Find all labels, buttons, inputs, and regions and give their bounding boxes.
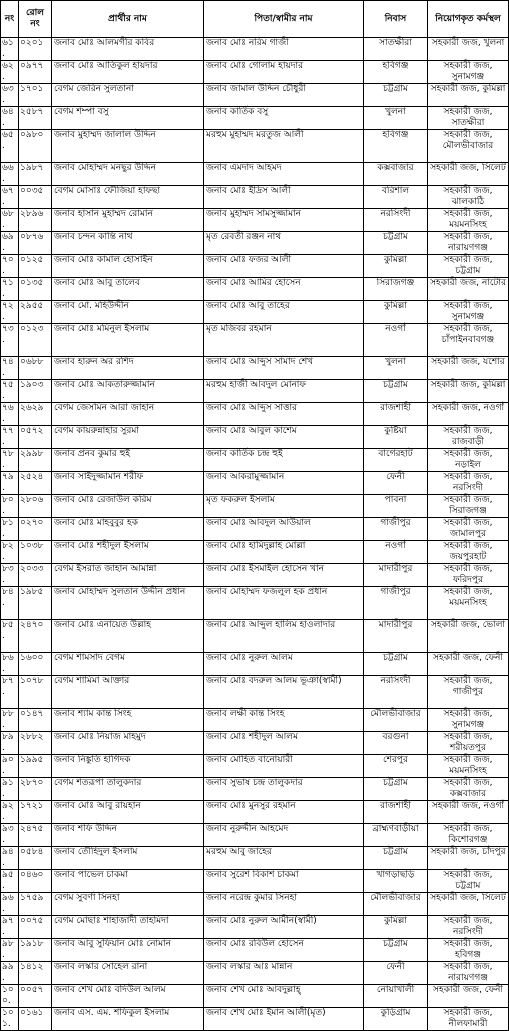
table-row [1,163,509,186]
address-cell: পাবনা [364,495,428,518]
address-cell: নওগাঁ [364,541,428,564]
posting-cell: সহকারী জজ, কিশোরগঞ্জ [428,824,509,847]
father-name-cell: জনাব কার্তিক চন্দ্র হুই [204,449,364,472]
address-cell: সাতক্ষীরা [364,38,428,61]
roll-cell: ০৫৮৪ [19,847,52,870]
father-name-cell: জনাব মোঃ মুনসুর রহমান [204,801,364,824]
serial-cell: ৯৪. [1,847,19,870]
roll-cell: ১৭০১ [19,84,52,107]
candidate-name-cell: জনাব মো. মহিউদ্দীন [52,301,204,324]
roll-cell: ২৬২৯ [19,403,52,426]
posting-cell: সহকারী জজ, হবিগঞ্জ [428,939,509,962]
posting-cell: সহকারী জজ, রাজবাড়ী [428,426,509,449]
roll-cell: ১৭৫৯ [19,893,52,916]
father-name-cell: জনাব মোঃ আব্দুস সাত্তার [204,403,364,426]
candidate-name-cell: জনাব মোঃ নিয়াজ মাহমুদ [52,732,204,755]
candidate-name-cell: বেগম শম্পা বসু [52,107,204,130]
candidate-name-cell: জনাব মোঃ শহীদুল ইসলাম [52,541,204,564]
table-row [1,130,509,163]
serial-cell: ৭৪. [1,357,19,380]
serial-cell: ৮৪. [1,587,19,620]
roll-cell: ০১৪৭ [19,709,52,732]
father-name-cell: জনাব লস্কার আঃ মান্নান [204,962,364,985]
father-name-cell: জনাব মোঃ গোলাম হায়দার [204,61,364,84]
father-name-cell: জনাব মোঃ নুরুল আলম [204,653,364,676]
table-row [1,426,509,449]
table-row [1,495,509,518]
address-cell: ফেনী [364,472,428,495]
candidate-name-cell: জনাব মোঃ আতিকুল হায়দার [52,61,204,84]
address-cell: কুড়িগ্রাম [364,1008,428,1031]
table-row [1,939,509,962]
roll-cell: ০৯৭৭ [19,61,52,84]
table-row [1,107,509,130]
posting-cell: সহকারী জজ, নারায়ণগঞ্জ [428,962,509,985]
address-cell: চট্টগ্রাম [364,380,428,403]
posting-cell: সহকারী জজ, যশোর [428,357,509,380]
serial-cell: ৯২. [1,801,19,824]
candidate-name-cell: জনাব শেখ মোঃ বদিউল আলম [52,985,204,1008]
serial-cell: ৯৬. [1,893,19,916]
table-row [1,709,509,732]
serial-cell: ৯১. [1,778,19,801]
table-row [1,38,509,61]
roll-cell: ১৯৯৫ [19,755,52,778]
address-cell: চট্টগ্রাম [364,84,428,107]
father-name-cell: জনাব মোঃ রবিউল হোসেন [204,939,364,962]
roll-cell: ২৪৭০ [19,620,52,653]
address-cell: মাদারীপুর [364,620,428,653]
serial-cell: ৭৬. [1,403,19,426]
roll-cell: ১৯০৩ [19,380,52,403]
posting-cell: সহকারী জজ, খুলনা [428,38,509,61]
candidate-name-cell: বেগম কায়রুন্নাহার সুরমা [52,426,204,449]
header-serial: নং [1,1,19,38]
candidate-name-cell: জনাব পাভেল চাকমা [52,870,204,893]
roll-cell: ০২৭০ [19,518,52,541]
serial-cell: ৮২. [1,541,19,564]
candidate-name-cell: বেগম শামিমা আক্তার [52,676,204,709]
address-cell: নরসিংদী [364,676,428,709]
father-name-cell: জনাব মোঃ ফজর আলী [204,255,364,278]
roll-cell: ২৯৯৮ [19,449,52,472]
roll-cell: ০৪৬০ [19,870,52,893]
posting-cell: সহকারী জজ, নারায়ণগঞ্জ [428,232,509,255]
posting-cell: সহকারী জজ, ময়মনসিংহ [428,587,509,620]
candidate-name-cell: বেগম সুবর্ণা সিনহা [52,893,204,916]
roll-cell: ০৯৮০ [19,130,52,163]
candidate-name-cell: জনাব মোহাম্মদ সুলতান উদ্দীন প্রধান [52,587,204,620]
serial-cell: ৯৮. [1,939,19,962]
posting-cell: সহকারী জজ, সুনামগঞ্জ [428,301,509,324]
posting-cell: সহকারী জজ, ফরিদপুর [428,564,509,587]
table-row [1,587,509,620]
father-name-cell: জনাব মোঃ আব্দুল হালিম হাওলাদার [204,620,364,653]
candidate-name-cell: বেগম জেরিন সুলতানা [52,84,204,107]
posting-cell: সহকারী জজ, চাঁপাইনবাবগঞ্জ [428,324,509,357]
candidate-name-cell: বেগম মোছাঃ শাহাজাদী তাহমিদা [52,916,204,939]
address-cell: চট্টগ্রাম [364,778,428,801]
roll-cell: ০২০১ [19,38,52,61]
candidate-name-cell: জনাব তৌহিদুল ইসলাম [52,847,204,870]
table-row [1,801,509,824]
table-row [1,357,509,380]
table-row [1,824,509,847]
table-row [1,403,509,426]
serial-cell: ৬৮. [1,209,19,232]
serial-cell: ৮০. [1,495,19,518]
candidate-name-cell: জনাব এস. এম. শফিকুল ইসলাম [52,1008,204,1031]
roll-cell: ১৭২১ [19,801,52,824]
serial-cell: ৭০. [1,255,19,278]
posting-cell: সহকারী জজ, জামালপুর [428,518,509,541]
candidate-name-cell: জনাব শফি উদ্দিন [52,824,204,847]
father-name-cell: জনাব মোঃ আবুল কাশেম [204,426,364,449]
table-row [1,472,509,495]
serial-cell: ৬৪. [1,107,19,130]
posting-cell: সহকারী জজ, সিলেট [428,163,509,186]
roll-cell: ২৮৮২ [19,732,52,755]
father-name-cell: জনাব মোঃ নুরুল আমীন(স্বামী) [204,916,364,939]
posting-cell: সহকারী জজ, ফেনী [428,985,509,1008]
header-posting: নিয়োগকৃত কর্মস্থল [428,1,509,38]
serial-cell: ৮১. [1,518,19,541]
posting-cell: সহকারী জজ, সুনামগঞ্জ [428,61,509,84]
header-father-husband-name: পিতা/স্বামীর নাম [204,1,364,38]
roll-cell: ২৮৯৬ [19,209,52,232]
serial-cell: ৮৬. [1,653,19,676]
address-cell: চট্টগ্রাম [364,653,428,676]
father-name-cell: জনাব জামাল উদ্দিন চৌধুরী [204,84,364,107]
table-row [1,893,509,916]
roll-cell: ২৫৮৭ [19,107,52,130]
father-name-cell: জনাব মোঃ আবদুল আউয়াল [204,518,364,541]
father-name-cell: জনাব নরেন্দ্র কুমার সিনহা [204,893,364,916]
address-cell: চট্টগ্রাম [364,232,428,255]
table-body [1,38,509,1031]
table-row [1,916,509,939]
table-row [1,564,509,587]
posting-cell: সহকারী জজ, নীলফামারী [428,1008,509,1031]
serial-cell: ১০০. [1,985,19,1008]
table-row [1,985,509,1008]
address-cell: খুলনা [364,107,428,130]
posting-cell: সহকারী জজ, নওগাঁ [428,403,509,426]
address-cell: হবিগঞ্জ [364,130,428,163]
table-row [1,209,509,232]
serial-cell: ৮৫. [1,620,19,653]
father-name-cell: মরহুম হাজী আবদুল মোনাফ [204,380,364,403]
address-cell: মৌলভীবাজার [364,893,428,916]
serial-cell: ১০১. [1,1008,19,1031]
table-row [1,653,509,676]
posting-cell: সহকারী জজ, চট্টগ্রাম [428,255,509,278]
address-cell: সিরাজগঞ্জ [364,278,428,301]
father-name-cell: জনাব মুহাম্মদ সামসুজ্জামান [204,209,364,232]
serial-cell: ৮৭. [1,676,19,709]
address-cell: কুমিল্লা [364,255,428,278]
roll-cell: ০১৩৫ [19,278,52,301]
roll-cell: ০০৫৭ [19,985,52,1008]
roll-cell: ১৬০০ [19,653,52,676]
father-name-cell: মৃত ফকরুল ইসলাম [204,495,364,518]
table-row [1,620,509,653]
posting-cell: সহকারী জজ, কুমিল্লা [428,84,509,107]
serial-cell: ৬৩. [1,84,19,107]
posting-cell: সহকারী জজ, নরসিংদী [428,916,509,939]
table-row [1,541,509,564]
roll-cell: ১৯১৮ [19,939,52,962]
address-cell: নওগাঁ [364,324,428,357]
roll-cell: ০৬৮৮ [19,357,52,380]
father-name-cell: জনাব নুরুদ্দীন আহমেদ [204,824,364,847]
roll-cell: ২৮৭০ [19,778,52,801]
candidate-name-cell: জনাব সাইদুজ্জামান শরীফ [52,472,204,495]
serial-cell: ৯৩. [1,824,19,847]
father-name-cell: জনাব মোহাম্মদ ফজলুল হক প্রধান [204,587,364,620]
father-name-cell: জনাব মোঃ আবু তাহের [204,301,364,324]
candidate-name-cell: বেগম মোসাঃ ফৌজিয়া হাফছা [52,186,204,209]
father-name-cell: জনাব আকরামুজ্জামান [204,472,364,495]
address-cell: মাদারীপুর [364,564,428,587]
serial-cell: ৮৯. [1,732,19,755]
roll-cell: ০৮৭৬ [19,232,52,255]
posting-cell: সহকারী জজ, চাঁদপুর [428,847,509,870]
serial-cell: ৬৬. [1,163,19,186]
header-address: নিবাস [364,1,428,38]
posting-cell: সহকারী জজ, ঝালকাঠি [428,186,509,209]
table-header-row [1,1,509,38]
father-name-cell: জনাব মোঃ হামিদুল্লাহ মোল্লা [204,541,364,564]
posting-cell: সহকারী জজ, সিলেট [428,893,509,916]
address-cell: গাজীপুর [364,518,428,541]
address-cell: চট্টগ্রাম [364,847,428,870]
roll-cell: ২৪৭৫ [19,824,52,847]
posting-cell: সহকারী জজ, মৌলভীবাজার [428,130,509,163]
father-name-cell: জনাব এমদাদ আহমদ [204,163,364,186]
posting-cell: সহকারী জজ, নরসিংদী [428,472,509,495]
serial-cell: ৬৫. [1,130,19,163]
father-name-cell: জনাব শেখ মোঃ আবদুল্লাহ্ [204,985,364,1008]
father-name-cell: জনাব মোহিত বানোয়ারী [204,755,364,778]
serial-cell: ৬২. [1,61,19,84]
roll-cell: ২০৩৩ [19,564,52,587]
candidate-name-cell: জনাব মোঃ মমিনুল ইসলাম [52,324,204,357]
serial-cell: ৯৭. [1,916,19,939]
candidate-name-cell: জনাব মোহাম্মদ মনছুর উদ্দিন [52,163,204,186]
father-name-cell: মৃত মজিবর রহমান [204,324,364,357]
address-cell: ব্রাহ্মণবাড়ীয়া [364,824,428,847]
address-cell: শেরপুর [364,755,428,778]
serial-cell: ৬৯. [1,232,19,255]
roll-cell: ১৯৮৫ [19,587,52,620]
serial-cell: ৬৭. [1,186,19,209]
address-cell: খুলনা [364,357,428,380]
table-row [1,847,509,870]
table-row [1,870,509,893]
serial-cell: ৮৩. [1,564,19,587]
serial-cell: ৯৫. [1,870,19,893]
table-row [1,186,509,209]
address-cell: গাজীপুর [364,587,428,620]
table-row [1,449,509,472]
address-cell: বরগুনা [364,732,428,755]
posting-cell: সহকারী জজ, ভোলা [428,620,509,653]
posting-cell: সহকারী জজ, গাজীপুর [428,676,509,709]
candidate-name-cell: জনাব নিঙ্কুতি হাগিদক [52,755,204,778]
posting-cell: সহকারী জজ, ফেনী [428,653,509,676]
roll-cell: ২৮০৬ [19,495,52,518]
roll-cell: ০১২৫ [19,255,52,278]
address-cell: রাজশাহী [364,403,428,426]
table-row [1,778,509,801]
father-name-cell: জনাব সুভাষ চন্দ্র তালুকদার [204,778,364,801]
address-cell: বাগেরহাট [364,449,428,472]
posting-cell: সহকারী জজ, সাতক্ষীরা [428,107,509,130]
candidate-name-cell: জনাব মোঃ আলমগীর কবির [52,38,204,61]
table-row [1,1008,509,1031]
father-name-cell: মৃত রেবতী রঞ্জন নাথ [204,232,364,255]
candidate-name-cell: জনাব মোঃ আকতারুজ্জামান [52,380,204,403]
address-cell: বরিশাল [364,186,428,209]
father-name-cell: মরহুম মুহাম্মদ মরতুজ আলী [204,130,364,163]
father-name-cell: জনাব লক্ষী কান্ত সিংহ [204,709,364,732]
header-roll: রোল নং [19,1,52,38]
address-cell: চট্টগ্রাম [364,939,428,962]
candidate-name-cell: জনাব মোঃ এনায়েত উল্লাহ [52,620,204,653]
father-name-cell: মরহুম আবু জাহের [204,847,364,870]
roll-cell: ১০৩৮ [19,541,52,564]
posting-cell: সহকারী জজ, চট্টগ্রাম [428,870,509,893]
candidate-name-cell: জনাব মোঃ কামাল হোসাইন [52,255,204,278]
table-row [1,278,509,301]
serial-cell: ৭৫. [1,380,19,403]
address-cell: মৌলভীবাজার [364,709,428,732]
address-cell: ফেনী [364,962,428,985]
candidate-name-cell: বেগম ইসরাত জাহান আমান্না [52,564,204,587]
father-name-cell: জনাব মোঃ ইদ্রিস আলী [204,186,364,209]
serial-cell: ৭৭. [1,426,19,449]
roll-cell: ০০৭৫ [19,916,52,939]
father-name-cell: জনাব মোঃ নরিম গাজী [204,38,364,61]
posting-cell: সহকারী জজ, সুনামগঞ্জ [428,709,509,732]
table-row [1,755,509,778]
table-row [1,518,509,541]
candidate-name-cell: জনাব হাসান মুহাম্মদ রোমান [52,209,204,232]
address-cell: হবিগঞ্জ [364,61,428,84]
posting-cell: সহকারী জজ, নওগাঁ [428,801,509,824]
posting-cell: সহকারী জজ, কুমিল্লা [428,380,509,403]
roll-cell: ২৫২৪ [19,472,52,495]
table-row [1,232,509,255]
candidate-name-cell: জনাব আবু সুফিয়ান মোঃ নোমান [52,939,204,962]
candidate-name-cell: বেগম শতরূপা তালুকদার [52,778,204,801]
address-cell: কুমিল্লা [364,916,428,939]
address-cell: রাজশাহী [364,801,428,824]
father-name-cell: জনাব মোঃ ইসমাইল হোসেন খান [204,564,364,587]
father-name-cell: জনাব মোঃ আব্দুস সামাদ শেখ [204,357,364,380]
table-row [1,84,509,107]
serial-cell: ৭১. [1,278,19,301]
candidate-name-cell: জনাব মোঃ রেজাউল করিম [52,495,204,518]
candidate-name-cell: জনাব মুহাম্মদ জালাল উদ্দিন [52,130,204,163]
posting-cell: সহকারী জজ, ময়মনসিংহ [428,209,509,232]
serial-cell: ৭৯. [1,472,19,495]
father-name-cell: জনাব শেখ মোঃ ইমান আলী(মৃত) [204,1008,364,1031]
serial-cell: ৭৩. [1,324,19,357]
father-name-cell: জনাব মোঃ শহীদুল আলম [204,732,364,755]
address-cell: খাগড়াছড়ি [364,870,428,893]
table-row [1,61,509,84]
serial-cell: ৯০. [1,755,19,778]
table-row [1,255,509,278]
serial-cell: ৭৮. [1,449,19,472]
posting-cell: সহকারী জজ, ময়মনসিংহ [428,755,509,778]
roll-cell: ০০৩৫ [19,186,52,209]
candidate-name-cell: জনাব শ্যাম কান্ত সিংহ [52,709,204,732]
roll-cell: ১০৭৮ [19,676,52,709]
father-name-cell: জনাব মোঃ আমির হোসেন [204,278,364,301]
table-row [1,301,509,324]
posting-cell: সহকারী জজ, নাটোর [428,278,509,301]
table-row [1,732,509,755]
table-row [1,380,509,403]
address-cell: কুষ্টিয়া [364,426,428,449]
candidate-name-cell: জনাব লস্কার সোহেল রানা [52,962,204,985]
address-cell: কুমিল্লা [364,301,428,324]
roll-cell: ১৯৮৭ [19,163,52,186]
posting-cell: সহকারী জজ, কক্সবাজার [428,778,509,801]
roll-cell: ০১২৩ [19,324,52,357]
candidate-name-cell: জনাব চন্দন কান্তি নাথ [52,232,204,255]
roll-cell: ১৪১২ [19,962,52,985]
serial-cell: ৭২. [1,301,19,324]
table-row [1,324,509,357]
posting-cell: সহকারী জজ, জয়পুরহাট [428,541,509,564]
candidate-name-cell: জনাব প্রনব কুমার হুই [52,449,204,472]
serial-cell: ৯৯. [1,962,19,985]
serial-cell: ৬১. [1,38,19,61]
posting-cell: সহকারী জজ, নড়াইল [428,449,509,472]
posting-cell: সহকারী জজ, সিরাজগঞ্জ [428,495,509,518]
candidate-name-cell: জনাব মোঃ আবু রায়হান [52,801,204,824]
address-cell: নোয়াখালী [364,985,428,1008]
candidate-name-cell: বেগম শামসাদ বেগম [52,653,204,676]
address-cell: কক্সবাজার [364,163,428,186]
candidate-name-cell: জনাব মোঃ মাহবুবুর হক [52,518,204,541]
address-cell: নরসিংদী [364,209,428,232]
candidate-name-cell: জনাব হারুন অর রশিদ [52,357,204,380]
header-candidate-name: প্রার্থীর নাম [52,1,204,38]
table-row [1,676,509,709]
father-name-cell: জনাব সুরেশ বিকাশ চাকমা [204,870,364,893]
roll-cell: ০১৬১ [19,1008,52,1031]
candidate-name-cell: জনাব মোঃ আবু তালেব [52,278,204,301]
father-name-cell: জনাব মোঃ বদরুল আলম ভূঞা(স্বামী) [204,676,364,709]
posting-cell: সহকারী জজ, শরীয়তপুর [428,732,509,755]
table-row [1,962,509,985]
roll-cell: ২৯৫৫ [19,301,52,324]
serial-cell: ৮৮. [1,709,19,732]
roll-cell: ০৫৭২ [19,426,52,449]
candidate-name-cell: বেগম জেসমিন আরা জাহান [52,403,204,426]
father-name-cell: জনাব কার্তিক বসু [204,107,364,130]
